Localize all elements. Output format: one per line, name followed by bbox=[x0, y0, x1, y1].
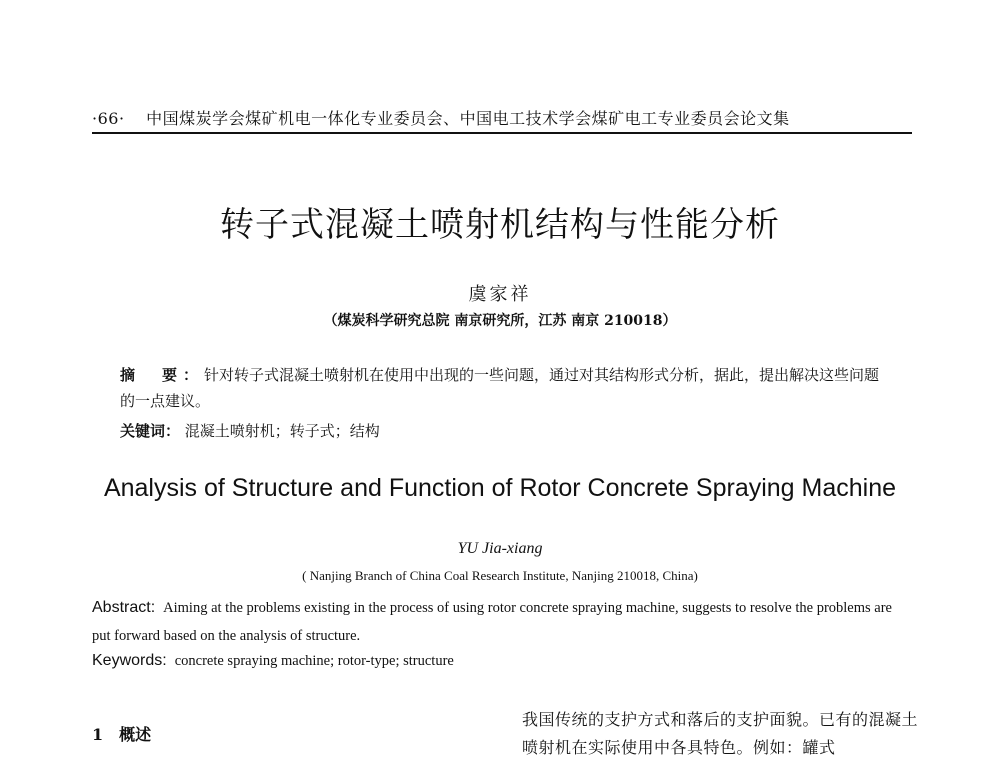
header-rule bbox=[92, 132, 912, 134]
english-abstract-text: Aiming at the problems existing in the process of using rotor concrete spraying machine, suggests to resolve the problems are put forward based on the analysis of structure. bbox=[92, 600, 892, 644]
chinese-abstract-text: 针对转子式混凝土喷射机在使用中出现的一些问题，通过对其结构形式分析，据此，提出解决这些问题的一点建议。 bbox=[120, 366, 880, 410]
chinese-keywords-text: 混凝土喷射机；转子式；结构 bbox=[184, 422, 380, 440]
english-keywords-label: Keywords: bbox=[92, 652, 167, 669]
chinese-abstract-label: 摘 要： bbox=[120, 366, 205, 384]
chinese-abstract bbox=[120, 362, 890, 414]
english-abstract bbox=[92, 594, 914, 650]
english-keywords bbox=[92, 652, 914, 670]
english-affiliation: ( Nanjing Branch of China Coal Research Institute, Nanjing 210018, China) bbox=[302, 568, 698, 583]
section-title: 概述 bbox=[119, 725, 152, 744]
chinese-title: 转子式混凝土喷射机结构与性能分析 bbox=[220, 205, 780, 245]
section-heading bbox=[92, 722, 151, 745]
body-paragraph: 我国传统的支护方式和落后的支护面貌。已有的混凝土喷射机在实际使用中各具特色。例如：罐式 bbox=[522, 710, 919, 757]
chinese-keywords-label: 关键词： bbox=[120, 422, 181, 440]
running-header bbox=[92, 106, 912, 129]
page-number: ·66· bbox=[92, 109, 125, 128]
section-number: 1 bbox=[92, 725, 104, 744]
chinese-affiliation: （煤炭科学研究总院 南京研究所，江苏 南京 210018） bbox=[323, 313, 677, 329]
journal-title: 中国煤炭学会煤矿机电一体化专业委员会、中国电工技术学会煤矿电工专业委员会论文集 bbox=[146, 109, 790, 128]
chinese-author: 虞家祥 bbox=[468, 284, 532, 305]
english-title: Analysis of Structure and Function of Rotor Concrete Spraying Machine bbox=[103, 474, 897, 502]
chinese-keywords bbox=[120, 420, 890, 441]
english-keywords-text: concrete spraying machine; rotor-type; structure bbox=[174, 653, 454, 669]
english-abstract-label: Abstract: bbox=[92, 599, 156, 616]
english-author: YU Jia-xiang bbox=[457, 540, 543, 557]
